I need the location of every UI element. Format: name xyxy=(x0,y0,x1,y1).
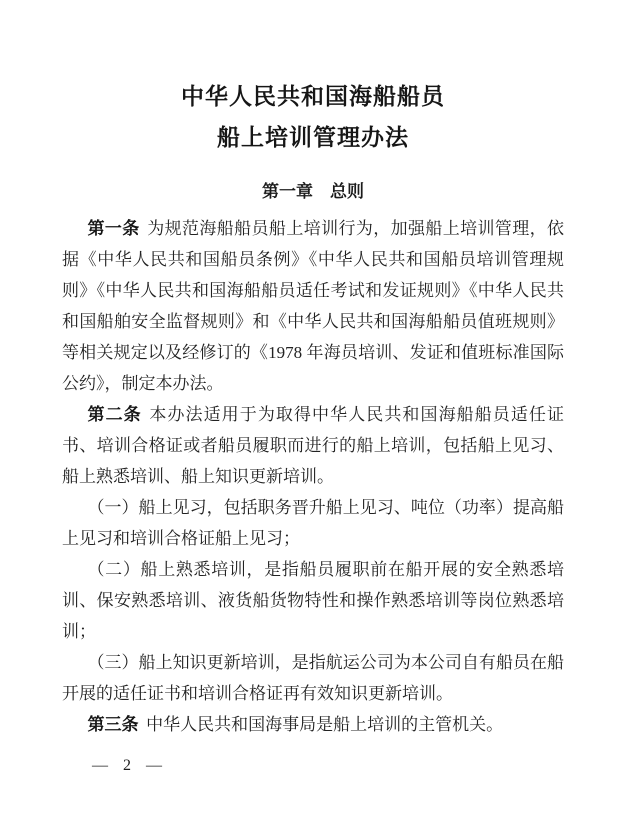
document-title-line-2: 船上培训管理办法 xyxy=(217,125,409,150)
article-2-text: 本办法适用于为取得中华人民共和国海船船员适任证书、培训合格证或者船员履职而进行的船上培训，包括船上见习、船上熟悉培训、船上知识更新培训。 xyxy=(62,405,565,486)
chapter-label: 第一章 xyxy=(262,182,313,201)
item-1-text: （一）船上见习，包括职务晋升船上见习、吨位（功率）提高船上见习和培训合格证船上见习； xyxy=(62,498,564,548)
paragraph-item-3 xyxy=(62,647,564,709)
article-3-text: 中华人民共和国海事局是船上培训的主管机关。 xyxy=(146,715,504,734)
article-2-label: 第二条 xyxy=(87,405,142,424)
paragraph-article-1 xyxy=(62,213,564,399)
page-number: 2 xyxy=(123,757,131,774)
chapter-title: 总则 xyxy=(330,182,364,201)
article-1-label: 第一条 xyxy=(87,219,140,238)
page-footer xyxy=(92,756,162,776)
paragraph-item-2 xyxy=(62,554,564,647)
paragraph-article-2 xyxy=(62,399,564,492)
item-3-text: （三）船上知识更新培训，是指航运公司为本公司自有船员在船开展的适任证书和培训合格证再有效知识更新培训。 xyxy=(62,653,564,703)
document-title-line-1: 中华人民共和国海船船员 xyxy=(181,84,445,109)
article-3-label: 第三条 xyxy=(87,715,139,734)
article-1-text: 为规范海船船员船上培训行为，加强船上培训管理，依据《中华人民共和国船员条例》《中华人民共和国船员培训管理规则》《中华人民共和国海船船员适任考试和发证规则》《中华人民共和国船舶安全监督规则》和《中华人民共和国海船船员值班规则》等相关规定以及经修订的《1978 年海员培训、发证和值班标准国际公约》，制定本办法。 xyxy=(62,219,565,393)
footer-right-dash: — xyxy=(146,757,162,774)
item-2-text: （二）船上熟悉培训，是指船员履职前在船开展的安全熟悉培训、保安熟悉培训、液货船货物特性和操作熟悉培训等岗位熟悉培训； xyxy=(62,560,564,641)
chapter-heading xyxy=(0,176,626,207)
document-title xyxy=(0,0,626,158)
paragraph-article-3 xyxy=(62,709,564,740)
document-body xyxy=(62,213,564,740)
paragraph-item-1 xyxy=(62,492,564,554)
footer-left-dash: — xyxy=(92,757,108,774)
